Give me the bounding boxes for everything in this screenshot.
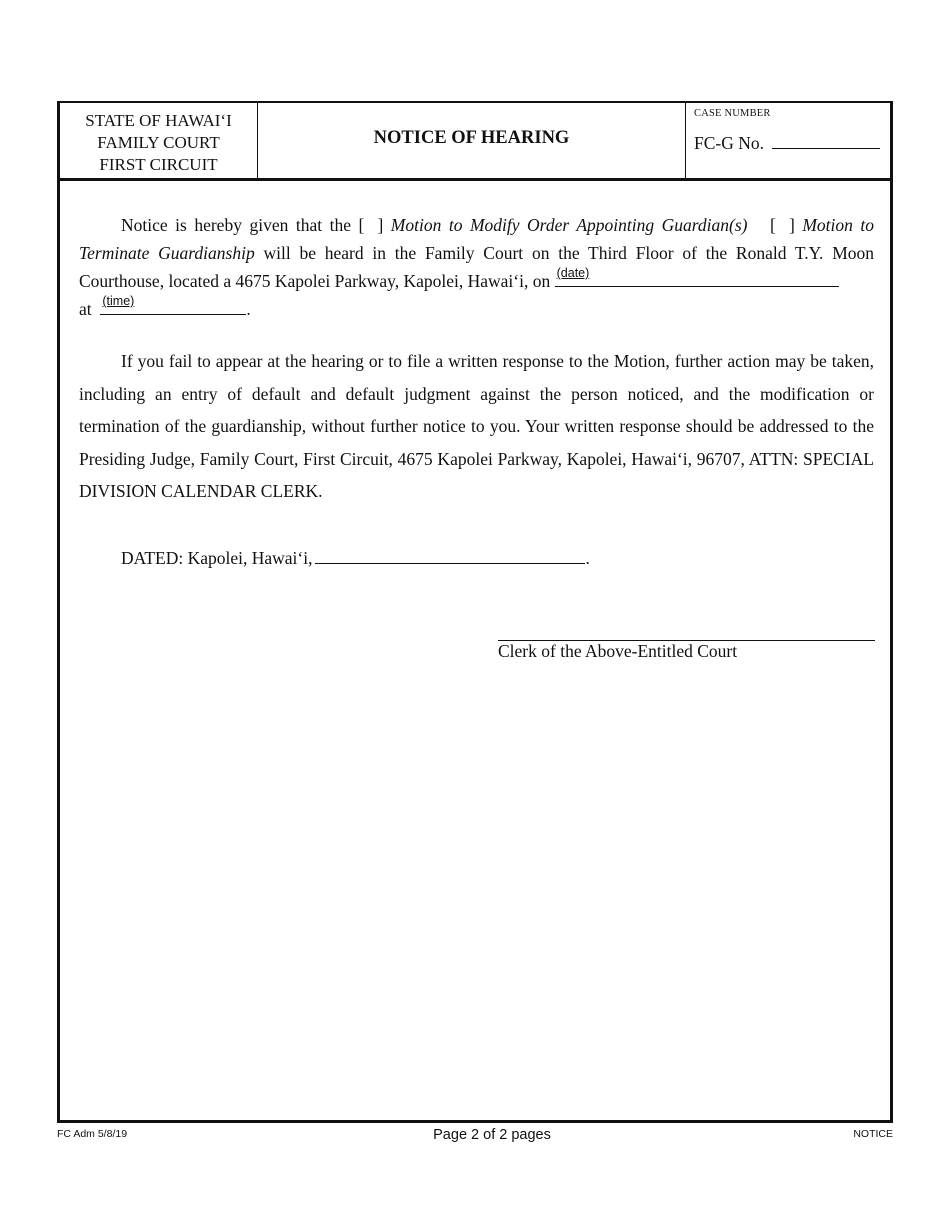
hearing-time-field[interactable] [100,296,246,315]
form-header [60,103,890,181]
warning-text: If you fail to appear at the hearing or to file a written response to the Motion, further action may be taken, including an entry of default and default judgment against the person noticed, and the modification or termination of the guardianship, without further notice to you. Your written response should be addressed to the Presiding Judge, Family Court, First Circuit, 4675 Kapolei Parkway, Kapolei, Hawai‘i, 96707, ATTN: SPECIAL DIVISION CALENDAR CLERK. [79,351,874,501]
court-circuit: FIRST CIRCUIT [99,155,218,174]
document-title: NOTICE OF HEARING [258,103,686,178]
document-type: NOTICE [853,1128,893,1140]
option-terminate-guardianship-label: Motion to Terminate Guardianship [79,215,875,263]
court-name: FAMILY COURT [97,133,220,152]
dated-line: DATED: Kapolei, Hawai‘i, . [121,545,590,569]
case-prefix: FC-G No. [694,133,765,153]
warning-paragraph [79,345,874,508]
notice-paragraph: Notice is hereby given that the [ ] Motion to Modify Order Appointing Guardian(s) [ ] Motion to Terminate Guardianship will be heard in the Family Court on the Third Floor of the Ronald T.Y. Moon Courthouse, located a 4675 Kapolei Parkway, Kapolei, Hawai‘i, on (date) at (time) . [79,211,874,323]
hearing-date-field[interactable] [555,268,839,287]
time-hint: (time) [102,294,135,308]
clerk-signature-label: Clerk of the Above-Entitled Court [498,641,738,661]
case-number-cell [686,103,890,178]
form-id: FC Adm 5/8/19 [57,1128,128,1140]
notice-intro: Notice is hereby given that the [121,215,351,235]
case-number-row [694,132,880,154]
page-number: Page 2 of 2 pages [433,1127,551,1143]
court-identification [60,103,258,178]
notice-body: will be heard in the Family Court on the Third Floor of the Ronald T.Y. Moon Courthouse, located a 4675 Kapolei Parkway, Kapolei, Hawai‘i, on [79,243,875,291]
at-label: at [79,299,92,319]
dated-label: DATED: Kapolei, Hawai‘i, [121,548,313,568]
checkbox-modify-order[interactable]: [ ] [358,215,384,235]
case-number-field[interactable] [772,132,880,149]
case-number-label: CASE NUMBER [694,108,771,119]
checkbox-terminate-guardianship[interactable]: [ ] [770,215,795,235]
date-hint: (date) [556,266,590,280]
form-frame [57,101,893,1123]
option-modify-order-label: Motion to Modify Order Appointing Guardian(s) [390,215,748,235]
court-state: STATE OF HAWAI‘I [85,111,232,130]
dated-field[interactable] [315,545,585,564]
